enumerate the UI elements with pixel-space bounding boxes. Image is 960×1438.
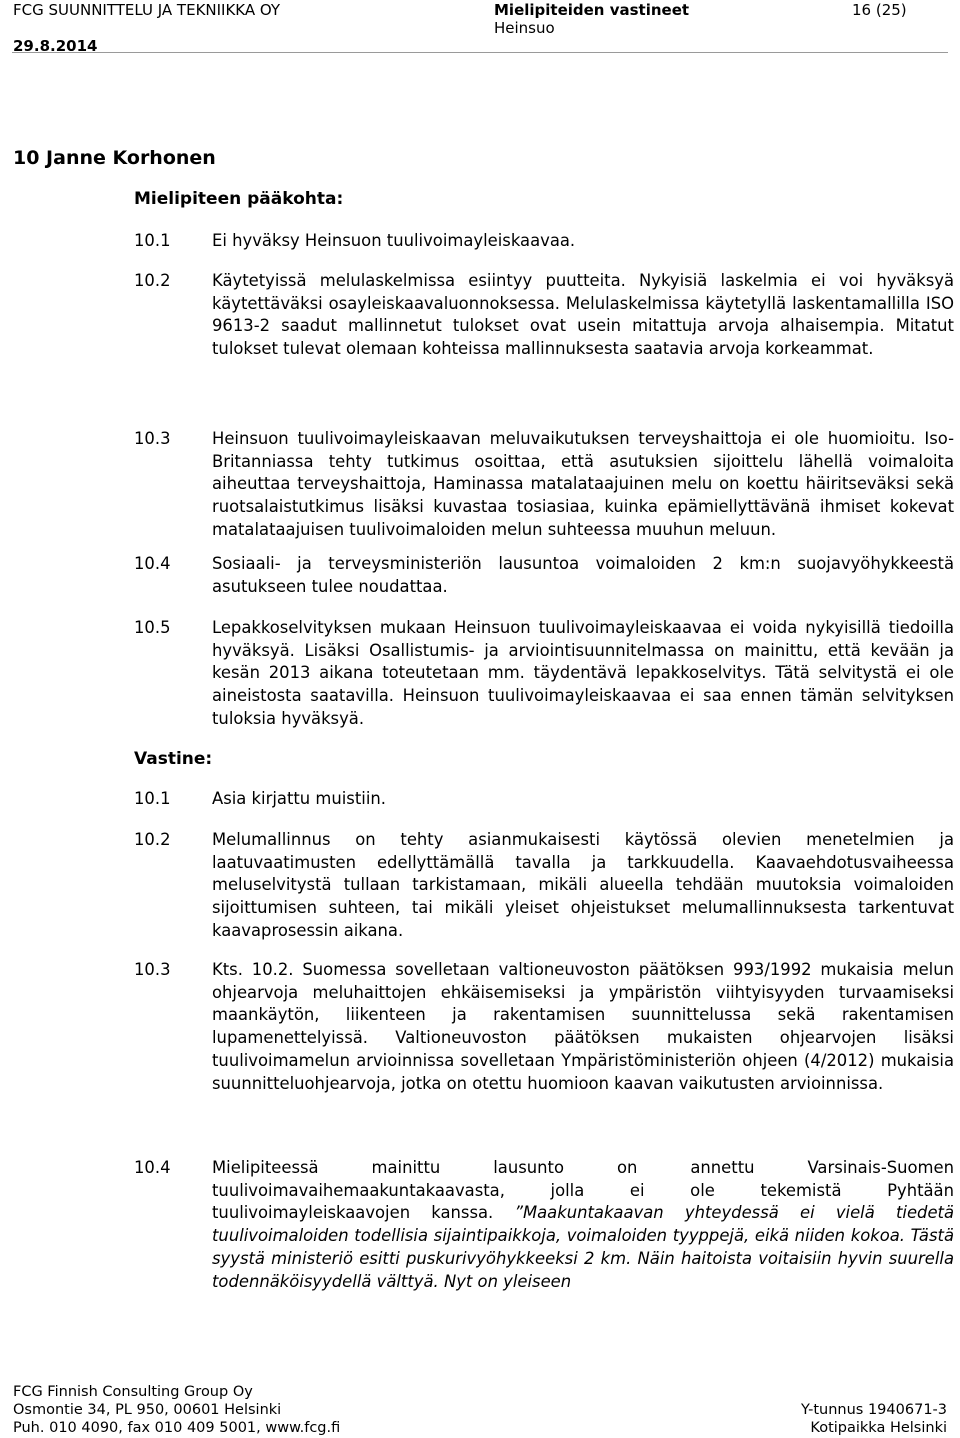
- response-number: 10.1: [134, 789, 171, 808]
- page-number: 16 (25): [852, 1, 907, 19]
- section-title: 10 Janne Korhonen: [13, 147, 216, 169]
- response-quote: ”Maakuntakaavan yhteydessä ei vielä tiedetä tuulivoimaloiden todellisia sijaintipaikkoja, voimaloiden tyyppejä, eikä niiden kokoa. Tästä syystä ministeriö esitti puskurivyöhykkeeksi 2 km. Näin haitoista voitaisiin hyvin suurella todennäköisyydellä välttyä. Nyt on yleiseen: [212, 1203, 954, 1291]
- response-text: Melumallinnus on tehty asianmukaisesti käytössä olevien menetelmien ja laatuvaatimusten edellyttämällä tavalla ja tarkkuudella. Kaavaehdotusvaiheessa meluselvitystä tullaan tarkistamaan, mikäli alueella tehdään muutoksia voimaloiden sijoittumisen suhteen, tai mikäli yleiset ohjeistukset melumallinnuksesta tarkentuvat kaavaprosessin aikana.: [212, 830, 954, 940]
- opinion-item: [134, 230, 954, 253]
- opinion-number: 10.3: [134, 429, 171, 448]
- opinion-number: 10.4: [134, 554, 171, 573]
- opinion-item: [134, 553, 954, 598]
- response-number: 10.3: [134, 960, 171, 979]
- opinion-text: Sosiaali- ja terveysministeriön lausuntoa voimaloiden 2 km:n suojavyöhykkeestä asutukseen tulee noudattaa.: [212, 554, 954, 596]
- opinion-text: Lepakkoselvityksen mukaan Heinsuon tuulivoimayleiskaavaa ei voida nykyisillä tiedoilla hyväksyä. Lisäksi Osallistumis- ja arviointisuunnitelmassa on mainittu, että kevään ja kesän 2013 aikana toteutetaan mm. täydentävä lepakkoselvitys. Tätä selvitystä ei ole aineistosta saatavilla. Heinsuon tuulivoimayleiskaavaa ei saa ennen tämän selvityksen tuloksia hyväksyä.: [212, 618, 954, 728]
- document-date: 29.8.2014: [13, 37, 98, 55]
- company-name: FCG SUUNNITTELU JA TEKNIIKKA OY: [13, 1, 281, 19]
- opinion-text: Ei hyväksy Heinsuon tuulivoimayleiskaavaa.: [212, 231, 576, 250]
- footer-company: FCG Finnish Consulting Group Oy: [13, 1384, 253, 1400]
- response-number: 10.4: [134, 1158, 171, 1177]
- opinion-heading: Mielipiteen pääkohta:: [134, 189, 344, 209]
- opinion-item: [134, 428, 954, 542]
- response-item: [134, 1157, 954, 1293]
- footer-business-id: Y-tunnus 1940671-3: [800, 1402, 947, 1418]
- footer-address: Osmontie 34, PL 950, 00601 Helsinki: [13, 1402, 282, 1418]
- opinion-number: 10.2: [134, 271, 171, 290]
- document-subtitle: Heinsuo: [494, 19, 555, 37]
- opinion-number: 10.5: [134, 618, 171, 637]
- response-text-block: [212, 1157, 954, 1293]
- response-item: [134, 959, 954, 1095]
- document-title: Mielipiteiden vastineet: [494, 1, 690, 19]
- response-number: 10.2: [134, 830, 171, 849]
- response-text: Mielipiteessä mainittu lausunto on annettu Varsinais-Suomen tuulivoimavaihemaakuntakaavasta, jolla ei ole tekemistä Pyhtään tuulivoimayleiskaavojen kanssa.: [212, 1158, 954, 1223]
- response-text: Asia kirjattu muistiin.: [212, 789, 386, 808]
- response-item: [134, 788, 954, 811]
- opinion-text: Heinsuon tuulivoimayleiskaavan meluvaikutuksen terveyshaittoja ei ole huomioitu. Iso-Britanniassa tehty tutkimus osoittaa, että asutuksien sijoittelu lähellä voimaloita aiheuttaa terveyshaittoja, Haminassa matalataajuinen melu on koettu häiritseväksi sekä ruotsalaistutkimus lisäksi kuvastaa tosiasiaa, kuinka epämiellyttävänä ihmiset kokevat matalataajuisen tuulivoimaloiden melun suhteessa muuhun meluun.: [212, 429, 954, 539]
- response-text: Kts. 10.2. Suomessa sovelletaan valtioneuvoston päätöksen 993/1992 mukaisia melun ohjearvoja meluhaittojen ehkäisemiseksi ja ympäristön viihtyisyyden turvaamiseksi maankäytön, liikenteen ja rakentamisen suunnittelussa sekä rakentamisen lupamenettelyissä. Valtioneuvoston päätöksen mukaisten ohjearvojen lisäksi tuulivoimamelun arvioinnissa sovelletaan Ympäristöministeriön ohjeen (4/2012) mukaisia suunnitteluohjearvoja, jotka on otettu huomioon kaavan vaikutusten arvioinnissa.: [212, 960, 954, 1093]
- opinion-item: [134, 617, 954, 731]
- response-heading: Vastine:: [134, 749, 213, 769]
- opinion-item: [134, 270, 954, 361]
- response-item: [134, 829, 954, 943]
- opinion-number: 10.1: [134, 231, 171, 250]
- header-divider: [12, 52, 948, 53]
- footer-domicile: Kotipaikka Helsinki: [810, 1420, 947, 1436]
- footer-phone: Puh. 010 4090, fax 010 409 5001, www.fcg.fi: [13, 1420, 341, 1436]
- opinion-text: Käytetyissä melulaskelmissa esiintyy puutteita. Nykyisiä laskelmia ei voi hyväksyä käytettäväksi osayleiskaavaluonnoksessa. Melulaskelmissa käytetyllä laskentamallilla ISO 9613-2 saadut mallinnetut tulokset ovat usein mitattuja arvoja alhaisempia. Mitatut tulokset tulevat olemaan kohteissa mallinnuksesta saatavia arvoja korkeammat.: [212, 271, 954, 359]
